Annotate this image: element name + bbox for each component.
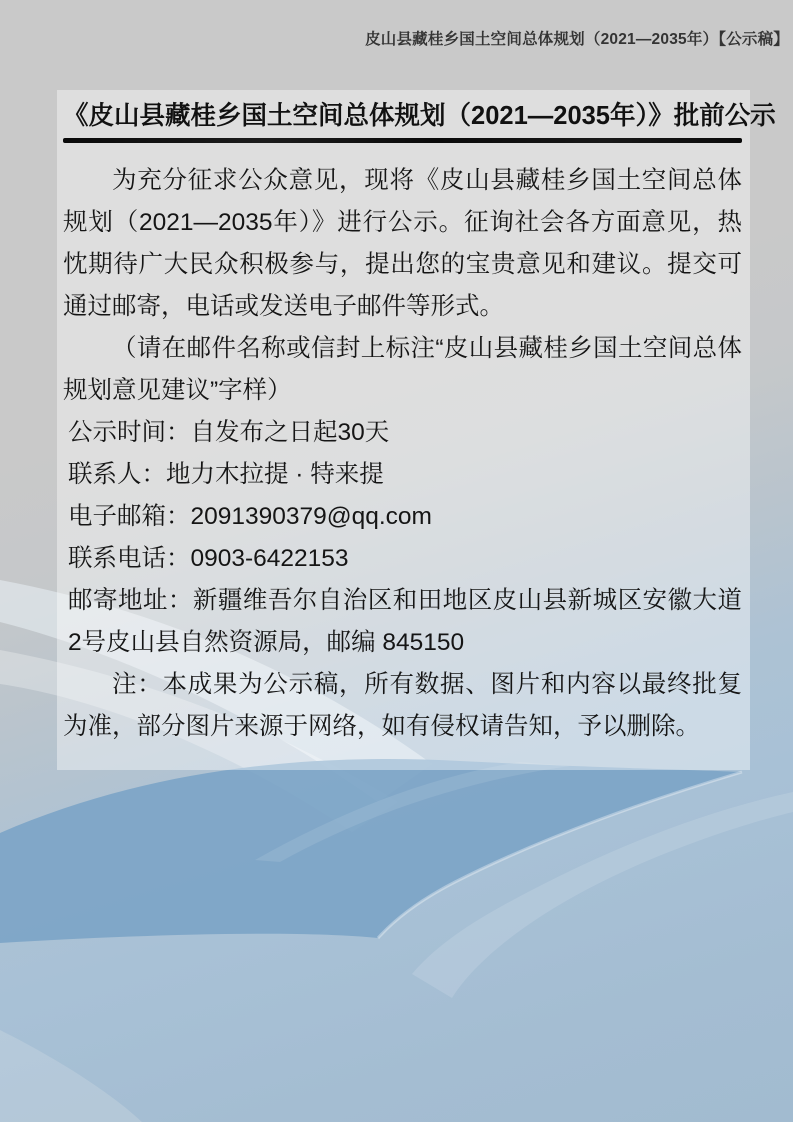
phone-line: [63, 538, 742, 580]
notice-body: [63, 160, 742, 748]
contact-person-line: [63, 454, 742, 496]
email-label: 电子邮箱：: [68, 503, 191, 530]
mail-note-paragraph: （请在邮件名称或信封上标注“皮山县藏桂乡国土空间总体规划意见建议”字样）: [63, 335, 742, 404]
contact-person-value: 地力木拉提 · 特来提: [166, 461, 384, 488]
contact-person-label: 联系人：: [68, 461, 166, 488]
notice-title: [63, 98, 776, 135]
intro-paragraph: 为充分征求公众意见，现将《皮山县藏桂乡国土空间总体规划（2021—2035年）》进行公示。征询社会各方面意见，热忱期待广大民众积极参与，提出您的宝贵意见和建议。提交可通过邮寄，电话或发送电子邮件等形式。: [63, 167, 742, 320]
notice-panel: [57, 90, 776, 770]
publicity-period-value: 自发布之日起30天: [190, 419, 390, 446]
disclaimer-paragraph: 注：本成果为公示稿，所有数据、图片和内容以最终批复为准，部分图片来源于网络，如有侵权请告知，予以删除。: [63, 671, 742, 740]
phone-value: 0903-6422153: [190, 545, 349, 572]
email-line: [63, 496, 742, 538]
notice-title-suffix: 国土空间总体规划（2021—2035年）》批前公示: [241, 102, 776, 130]
publicity-period-line: [63, 412, 742, 454]
phone-label: 联系电话：: [68, 545, 191, 572]
corner-light-wedge: [0, 1030, 142, 1122]
publicity-period-label: 公示时间：: [68, 419, 191, 446]
email-value: 2091390379@qq.com: [190, 503, 432, 530]
mailing-address-value: 新疆维吾尔自治区和田地区皮山县新城区安徽大道2号皮山县自然资源局，邮编 845150: [68, 587, 743, 656]
notice-title-emphasis: 藏桂乡: [165, 102, 242, 130]
title-underline-rule: [63, 138, 742, 143]
page-header-note: 皮山县藏桂乡国土空间总体规划（2021—2035年）【公示稿】: [365, 31, 789, 48]
mailing-address-label: 邮寄地址：: [68, 587, 193, 614]
notice-title-prefix: 《皮山县: [63, 102, 166, 130]
mailing-address-line: [63, 580, 742, 664]
